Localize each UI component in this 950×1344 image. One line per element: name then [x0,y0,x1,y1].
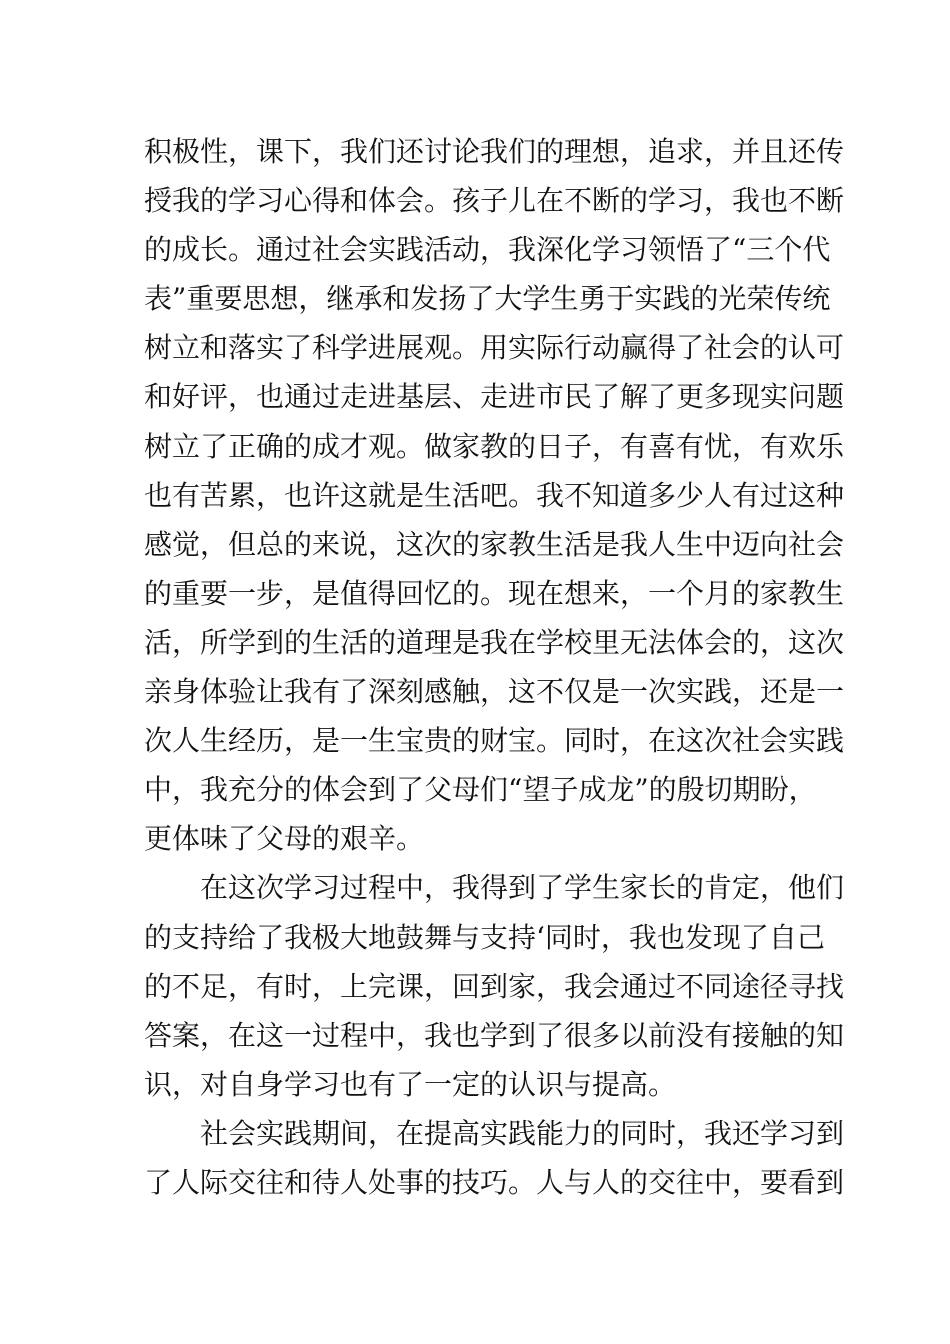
text-line: 授我的学习心得和体会。孩子儿在不断的学习，我也不断 [144,184,845,218]
paragraph-2 [144,863,845,1108]
text-line: 树立和落实了科学进展观。用实际行动赢得了社会的认可 [144,331,845,365]
text-line: 在这次学习过程中，我得到了学生家长的肯定，他们 [200,871,845,905]
text-line: 的支持给了我极大地鼓舞与支持‘同时，我也发现了自己 [144,920,825,954]
text-line: 的不足，有时，上完课，回到家，我会通过不同途径寻找 [144,969,845,1003]
text-line: 的成长。通过社会实践活动，我深化学习领悟了“三个代 [144,233,831,267]
text-line: 中，我充分的体会到了父母们“望子成龙”的殷切期盼， [144,773,817,807]
text-line: 积极性，课下，我们还讨论我们的理想，追求，并且还传 [144,135,845,168]
text-line: 感觉，但总的来说，这次的家教生活是我人生中迈向社会 [144,527,845,561]
text-line: 识，对自身学习也有了一定的认识与提高。 [144,1067,677,1101]
text-line: 表”重要思想，继承和发扬了大学生勇于实践的光荣传统 [144,282,831,316]
text-line: 更体味了父母的艰辛。 [144,822,425,856]
text-line: 了人际交往和待人处事的技巧。人与人的交往中，要看到 [144,1165,845,1199]
text-line: 的重要一步，是值得回忆的。现在想来，一个月的家教生 [144,576,845,610]
text-line: 亲身体验让我有了深刻感触，这不仅是一次实践，还是一 [144,675,845,709]
text-line: 次人生经历，是一生宝贵的财宝。同时，在这次社会实践 [144,724,845,758]
text-line: 社会实践期间，在提高实践能力的同时，我还学习到 [200,1116,845,1150]
text-line: 活，所学到的生活的道理是我在学校里无法体会的，这次 [144,625,845,659]
text-line: 和好评，也通过走进基层、走进市民了解了更多现实问题 [144,380,845,414]
paragraph-1 [144,127,845,863]
text-line: 树立了正确的成才观。做家教的日子，有喜有忧，有欢乐 [144,429,845,463]
text-line: 也有苦累，也许这就是生活吧。我不知道多少人有过这种 [144,478,845,512]
paragraph-3 [144,1109,845,1207]
text-line: 答案，在这一过程中，我也学到了很多以前没有接触的知 [144,1018,845,1052]
body-text [144,127,845,1207]
